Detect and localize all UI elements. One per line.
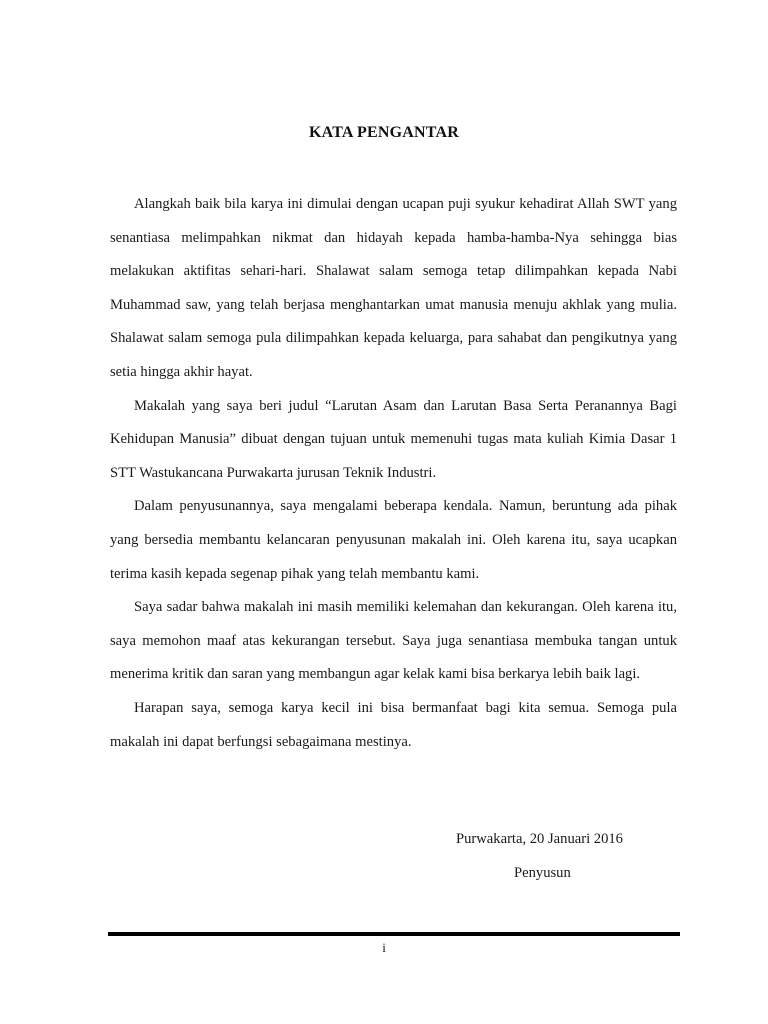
paragraph-purpose: Makalah yang saya beri judul “Larutan Asam dan Larutan Basa Serta Peranannya Bagi Kehidupan Manusia” dibuat dengan tujuan untuk memenuhi tugas mata kuliah Kimia Dasar 1 STT Wastukancana Purwakarta jurusan Teknik Industri. [110,397,677,481]
paragraph-closing: Harapan saya, semoga karya kecil ini bisa bermanfaat bagi kita semua. Semoga pula makalah ini dapat berfungsi sebagaimana mestinya. [110,699,677,750]
paragraph-apology: Saya sadar bahwa makalah ini masih memiliki kelemahan dan kekurangan. Oleh karena itu, saya memohon maaf atas kekurangan tersebut. Saya juga senantiasa membuka tangan untuk menerima kritik dan saran yang membangun agar kelak kami bisa berkarya lebih baik lagi. [110,599,677,683]
author-signature: Penyusun [514,865,571,881]
paragraph-opening: Alangkah baik bila karya ini dimulai dengan ucapan puji syukur kehadirat Allah SWT yang senantiasa melimpahkan nikmat dan hidayah kepada hamba-hamba-Nya sehingga bias melakukan aktifitas sehari-hari. Shalawat salam semoga tetap dilimpahkan kepada Nabi Muhammad saw, yang telah berjasa menghantarkan umat manusia menuju akhlak yang mulia. Shalawat salam semoga pula dilimpahkan kepada keluarga, para sahabat dan pengikutnya yang setia hingga akhir hayat. [110,196,677,380]
page-number: i [382,940,386,955]
paragraph-thanks: Dalam penyusunannya, saya mengalami beberapa kendala. Namun, beruntung ada pihak yang bersedia membantu kelancaran penyusunan makalah ini. Oleh karena itu, saya ucapkan terima kasih kepada segenap pihak yang telah membantu kami. [110,498,677,582]
document-body [110,188,677,759]
footer-divider [108,932,680,936]
page-title: KATA PENGANTAR [309,124,459,141]
place-date: Purwakarta, 20 Januari 2016 [456,831,623,847]
